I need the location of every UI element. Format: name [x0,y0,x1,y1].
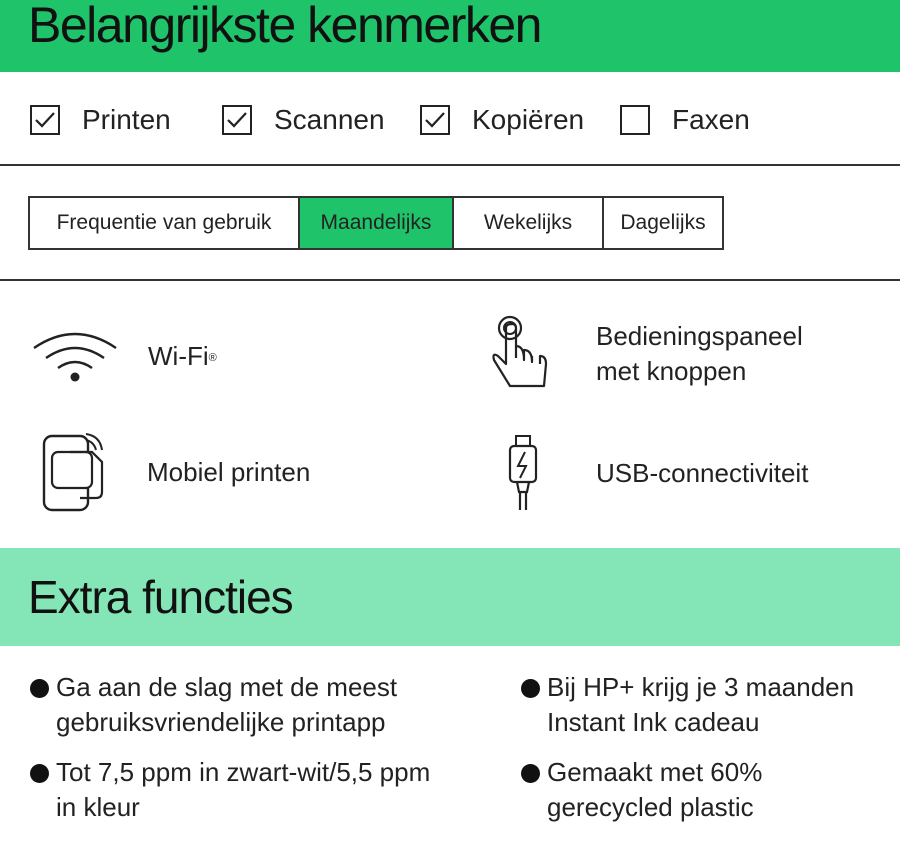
checkbox-box[interactable] [30,105,60,135]
feature-label-line: Bedieningspaneel [596,321,803,351]
frequency-option-maandelijks[interactable]: Maandelijks [300,198,454,248]
list-item-line: Bij HP+ krijg je 3 maanden [547,672,855,702]
checkbox-faxen[interactable] [620,102,750,138]
feature-label [148,339,217,374]
function-checklist [0,72,900,166]
bullet-icon [30,679,49,698]
checkbox-printen[interactable] [30,102,171,138]
list-item-text [547,755,887,825]
feature-mobile-print [40,432,310,512]
divider [0,279,900,281]
usage-frequency-selector [28,196,724,250]
bullet-icon [30,764,49,783]
mobile-print-icon [40,432,110,512]
list-item-line: gebruiksvriendelijke printapp [56,707,386,737]
frequency-option-wekelijks[interactable]: Wekelijks [454,198,604,248]
wifi-label: Wi-Fi [148,340,209,371]
usb-cable-icon [500,434,546,512]
feature-label-line: met knoppen [596,356,747,386]
section-title: Extra functies [28,571,293,623]
list-item [521,670,887,740]
header-band [0,0,900,72]
list-item-line: gerecycled plastic [547,792,754,822]
checkbox-box[interactable] [222,105,252,135]
feature-label: Mobiel printen [147,456,311,487]
bullet-icon [521,764,540,783]
list-item-line: Gemaakt met 60% [547,757,763,787]
frequency-option-dagelijks[interactable]: Dagelijks [620,211,706,234]
checkmark-icon [34,111,56,129]
checkbox-label: Kopiëren [472,104,585,135]
extra-functions-band [0,548,900,646]
list-item-line: Ga aan de slag met de meest [56,672,398,702]
checkbox-box[interactable] [420,105,450,135]
feature-control-panel [488,314,803,394]
checkmark-icon [424,111,446,129]
checkbox-scannen[interactable] [222,102,385,138]
page-title: Belangrijkste kenmerken [28,0,541,53]
frequency-label: Frequentie van gebruik [30,198,300,248]
checkbox-box[interactable] [620,105,650,135]
feature-usb [500,434,808,512]
wifi-icon [30,328,120,384]
checkbox-kopieren[interactable] [420,102,584,138]
bullet-icon [521,679,540,698]
list-item [30,670,436,740]
checkbox-label: Scannen [274,104,385,135]
list-item-text [547,670,887,740]
list-item [521,755,887,825]
feature-label: USB-connectiviteit [596,457,809,488]
checkmark-icon [226,111,248,129]
divider [0,164,900,166]
list-item-text [56,755,436,825]
list-item-line: Tot 7,5 ppm in zwart-wit/5,5 ppm [56,757,431,787]
list-item-line: Instant Ink cadeau [547,707,760,737]
touch-hand-icon [488,314,556,394]
list-item-text [56,670,436,740]
checkbox-label: Faxen [672,104,750,135]
registered-mark: ® [208,351,217,364]
feature-label [596,319,803,389]
list-item-line: in kleur [56,792,140,822]
checkbox-label: Printen [82,104,171,135]
feature-wifi [30,328,217,384]
list-item [30,755,436,825]
